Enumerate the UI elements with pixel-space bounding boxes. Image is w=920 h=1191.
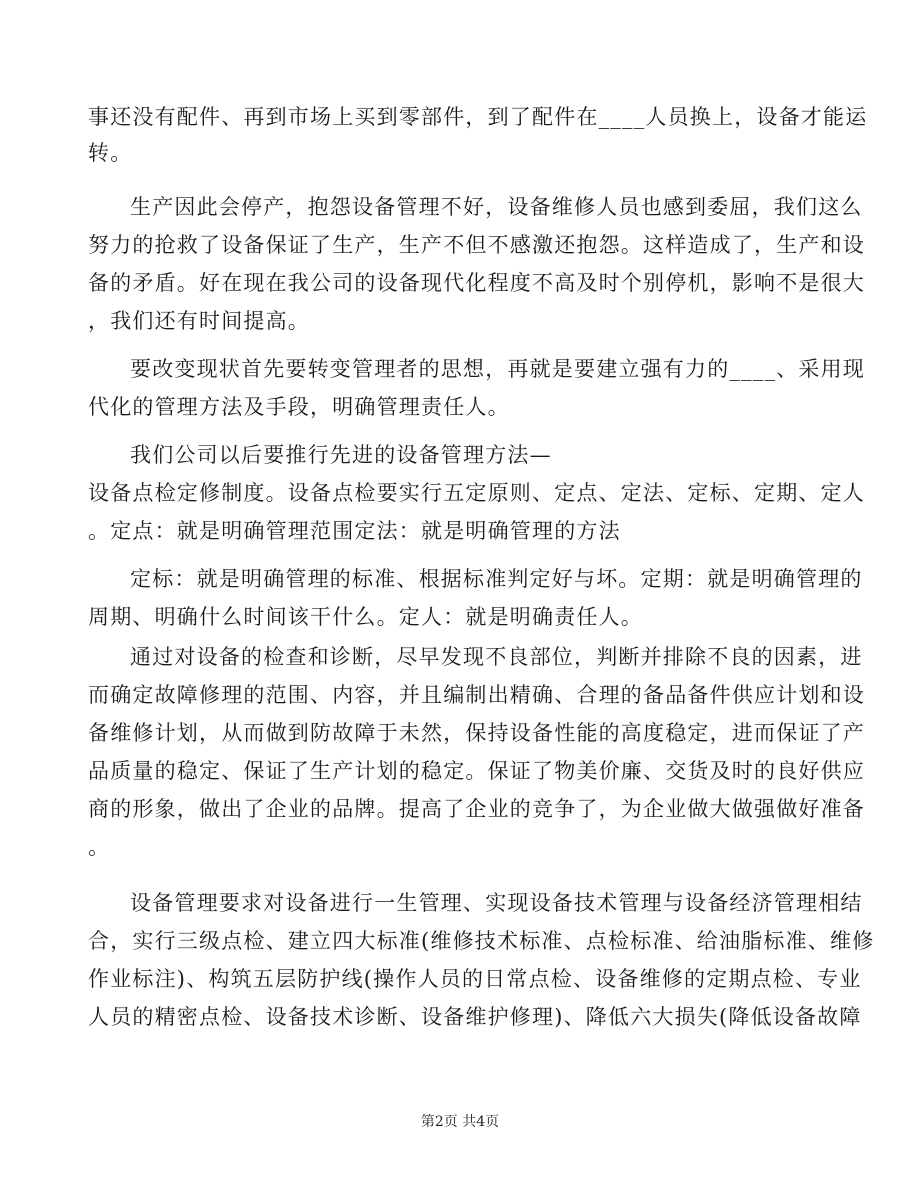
text-line: 代化的管理方法及手段，明确管理责任人。 <box>88 395 510 419</box>
text-line: ，我们还有时间提高。 <box>88 309 310 333</box>
text-line: 合，实行三级点检、建立四大标准(维修技术标准、点检标准、给油脂标准、维修 <box>88 929 875 953</box>
text-line: 定标：就是明确管理的标准、根据标准判定好与坏。定期：就是明确管理的 <box>130 567 863 591</box>
text-line: 周期、明确什么时间该干什么。定人：就是明确责任人。 <box>88 605 643 629</box>
text-line: 设备管理要求对设备进行一生管理、实现设备技术管理与设备经济管理相结 <box>130 891 863 915</box>
text-line: 。定点：就是明确管理范围定法：就是明确管理的方法 <box>88 519 621 543</box>
text-line: 备的矛盾。好在现在我公司的设备现代化程度不高及时个别停机，影响不是很大 <box>88 271 865 295</box>
text-line: 设备点检定修制度。设备点检要实行五定原则、定点、定法、定标、定期、定人 <box>88 481 865 505</box>
text-line: 人员的精密点检、设备技术诊断、设备维护修理)、降低六大损失(降低设备故障 <box>88 1005 862 1029</box>
text-line: 事还没有配件、再到市场上买到零部件，到了配件在____人员换上，设备才能运 <box>88 105 868 129</box>
text-line: 而确定故障修理的范围、内容，并且编制出精确、合理的备品备件供应计划和设 <box>88 683 865 707</box>
text-line: 生产因此会停产，抱怨设备管理不好，设备维修人员也感到委屈，我们这么 <box>130 195 863 219</box>
text-line: 。 <box>88 835 111 859</box>
text-line: 品质量的稳定、保证了生产计划的稳定。保证了物美价廉、交货及时的良好供应 <box>88 759 865 783</box>
text-line: 备维修计划，从而做到防故障于未然，保持设备性能的高度稳定，进而保证了产 <box>88 721 865 745</box>
text-line: 通过对设备的检查和诊断，尽早发现不良部位，判断并排除不良的因素，进 <box>130 645 863 669</box>
text-line: 转。 <box>88 141 133 165</box>
text-line: 努力的抢救了设备保证了生产，生产不但不感激还抱怨。这样造成了，生产和设 <box>88 233 865 257</box>
page-footer: 第2页 共4页 <box>420 1114 500 1130</box>
text-line: 我们公司以后要推行先进的设备管理方法— <box>130 443 552 467</box>
text-line: 要改变现状首先要转变管理者的思想，再就是要建立强有力的____、采用现 <box>130 357 865 381</box>
text-line: 作业标注)、构筑五层防护线(操作人员的日常点检、设备维修的定期点检、专业 <box>88 967 862 991</box>
text-line: 商的形象，做出了企业的品牌。提高了企业的竞争了，为企业做大做强做好准备 <box>88 797 865 821</box>
